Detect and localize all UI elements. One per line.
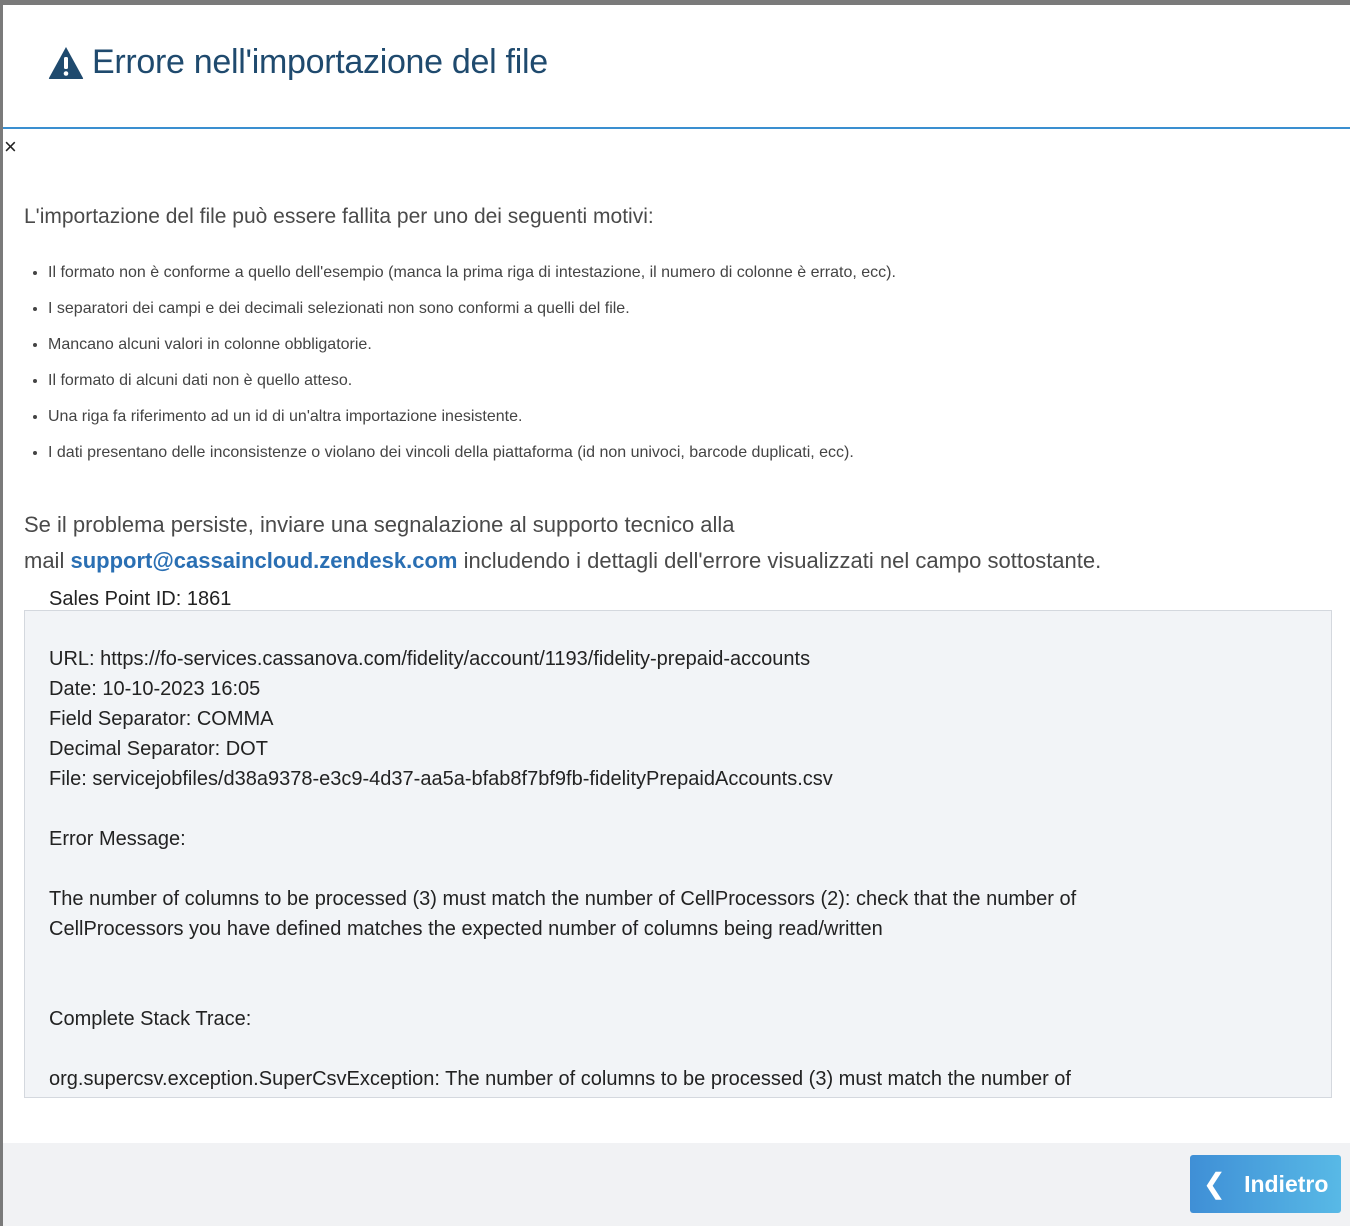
detail-blank: [49, 944, 1289, 974]
error-details-content: [49, 584, 1289, 1094]
warning-icon: [48, 46, 84, 80]
chevron-left-icon: ❮: [1202, 1168, 1227, 1199]
back-button[interactable]: [1190, 1155, 1341, 1213]
dialog-title: [48, 43, 548, 82]
list-item: • Mancano alcuni valori in colonne obbligatorie.: [48, 328, 896, 364]
detail-error-line-2: CellProcessors you have defined matches the expected number of columns being read/written: [49, 918, 883, 940]
list-item: • Una riga fa riferimento ad un id di un'altra importazione inesistente.: [48, 400, 896, 436]
detail-url: URL: https://fo-services.cassanova.com/fidelity/account/1193/fidelity-prepaid-accounts: [49, 648, 811, 670]
support-prefix: mail: [24, 548, 71, 573]
detail-blank: [49, 854, 1289, 884]
list-item: • Il formato di alcuni dati non è quello atteso.: [48, 364, 896, 400]
dialog-header: [3, 5, 1350, 129]
back-button-label: Indietro: [1244, 1170, 1329, 1197]
detail-stack-label: Complete Stack Trace:: [49, 1008, 252, 1030]
detail-field-separator: Field Separator: COMMA: [49, 708, 274, 730]
detail-blank: [49, 1034, 1289, 1064]
support-suffix: includendo i dettagli dell'errore visualizzati nel campo sottostante.: [457, 548, 1102, 573]
support-line-1: Se il problema persiste, inviare una segnalazione al supporto tecnico alla: [24, 512, 735, 537]
reasons-list: [24, 256, 896, 472]
detail-error-line-1: The number of columns to be processed (3) must match the number of CellProcessors (2): check that the number of: [49, 888, 1077, 910]
dialog-title-text: Errore nell'importazione del file: [92, 43, 548, 81]
support-message: [24, 507, 1324, 579]
detail-stack-line-1: org.supercsv.exception.SuperCsvException: The number of columns to be processed (3) must match the number of: [49, 1068, 1071, 1090]
list-item: • I separatori dei campi e dei decimali selezionati non sono conformi a quelli del file.: [48, 292, 896, 328]
support-email-link[interactable]: support@cassaincloud.zendesk.com: [70, 548, 458, 573]
close-icon[interactable]: ×: [4, 134, 17, 159]
dialog-footer: [3, 1143, 1350, 1226]
detail-error-label: Error Message:: [49, 828, 186, 850]
detail-blank: [49, 974, 1289, 1004]
error-dialog: [3, 5, 1350, 1226]
list-item: • I dati presentano delle inconsistenze o violano dei vincoli della piattaforma (id non univoci, barcode duplicati, ecc).: [48, 436, 896, 472]
detail-blank: [49, 614, 1289, 644]
list-item: • Il formato non è conforme a quello dell'esempio (manca la prima riga di intestazione, il numero di colonne è errato, ecc).: [48, 256, 896, 292]
detail-date: Date: 10-10-2023 16:05: [49, 678, 261, 700]
detail-file: File: servicejobfiles/d38a9378-e3c9-4d37-aa5a-bfab8f7bf9fb-fidelityPrepaidAccounts.csv: [49, 768, 833, 790]
detail-blank: [49, 794, 1289, 824]
detail-sales-point: Sales Point ID: 1861: [49, 588, 232, 610]
error-details-textarea[interactable]: [24, 588, 1332, 1098]
detail-decimal-separator: Decimal Separator: DOT: [49, 738, 268, 760]
support-line-2: [24, 543, 1324, 579]
intro-text: L'importazione del file può essere fallita per uno dei seguenti motivi:: [24, 205, 654, 228]
